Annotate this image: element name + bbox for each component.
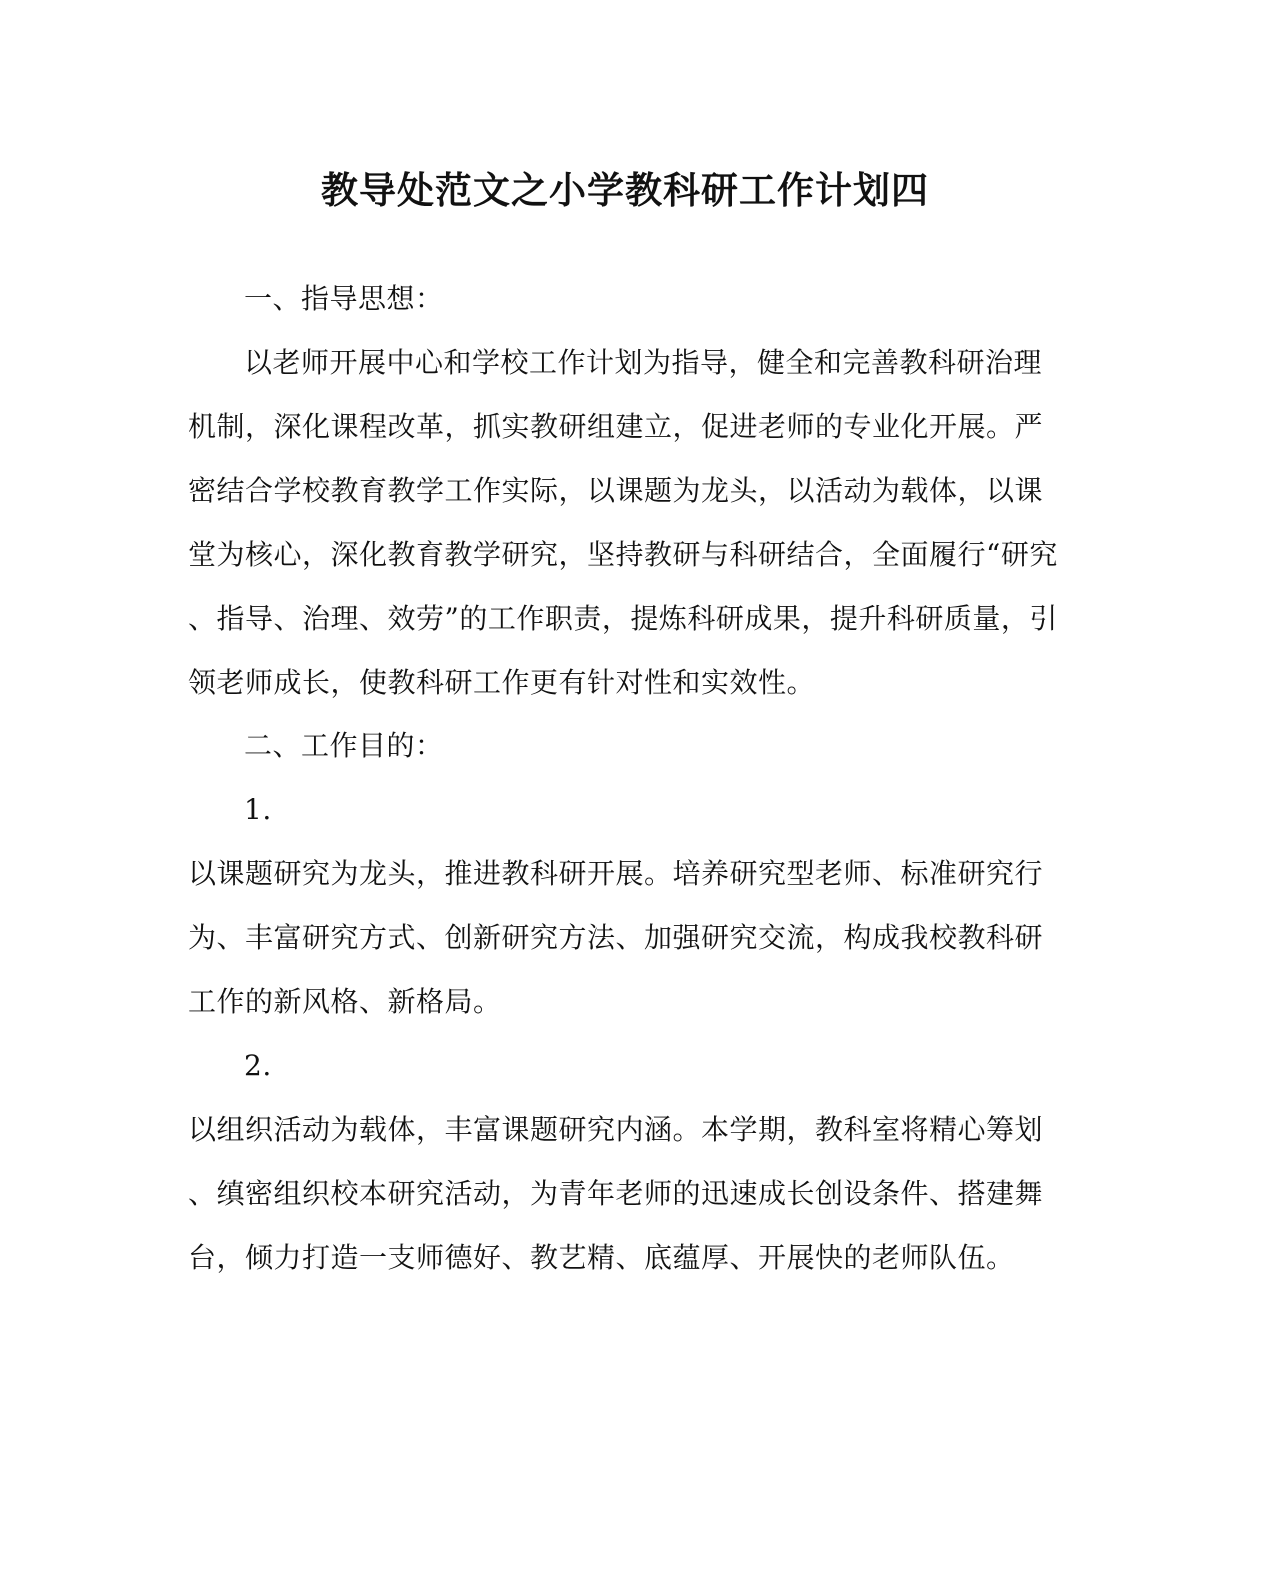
paragraph-line: 领老师成长，使教科研工作更有针对性和实效性。 [188,666,816,699]
paragraph-line: 堂为核心，深化教育教学研究，坚持教研与科研结合，全面履行“研究 [188,538,1058,571]
list-number: 1. [244,793,272,826]
paragraph-line: 工作的新风格、新格局。 [188,985,502,1018]
paragraph-line: 台，倾力打造一支师德好、教艺精、底蕴厚、开展快的老师队伍。 [188,1241,1015,1274]
paragraph-line: 密结合学校教育教学工作实际，以课题为龙头，以活动为载体，以课 [188,474,1044,507]
paragraph-line: 以组织活动为载体，丰富课题研究内涵。本学期，教科室将精心筹划 [188,1113,1044,1146]
paragraph-line: 以课题研究为龙头，推进教科研开展。培养研究型老师、标准研究行 [188,857,1044,890]
paragraph-line: 为、丰富研究方式、创新研究方法、加强研究交流，构成我校教科研 [188,921,1044,954]
document-title: 教导处范文之小学教科研工作计划四 [321,168,929,212]
section-heading-guiding-ideology: 一、指导思想： [244,282,444,315]
paragraph-line: 、缜密组织校本研究活动，为青年老师的迅速成长创设条件、搭建舞 [188,1177,1044,1210]
section-heading-work-goals: 二、工作目的： [244,729,444,762]
paragraph-line: 、指导、治理、效劳”的工作职责，提炼科研成果，提升科研质量，引 [188,602,1058,635]
list-number: 2. [244,1049,272,1082]
paragraph-line: 以老师开展中心和学校工作计划为指导，健全和完善教科研治理 [244,346,1043,379]
paragraph-line: 机制，深化课程改革，抓实教研组建立，促进老师的专业化开展。严 [188,410,1044,443]
